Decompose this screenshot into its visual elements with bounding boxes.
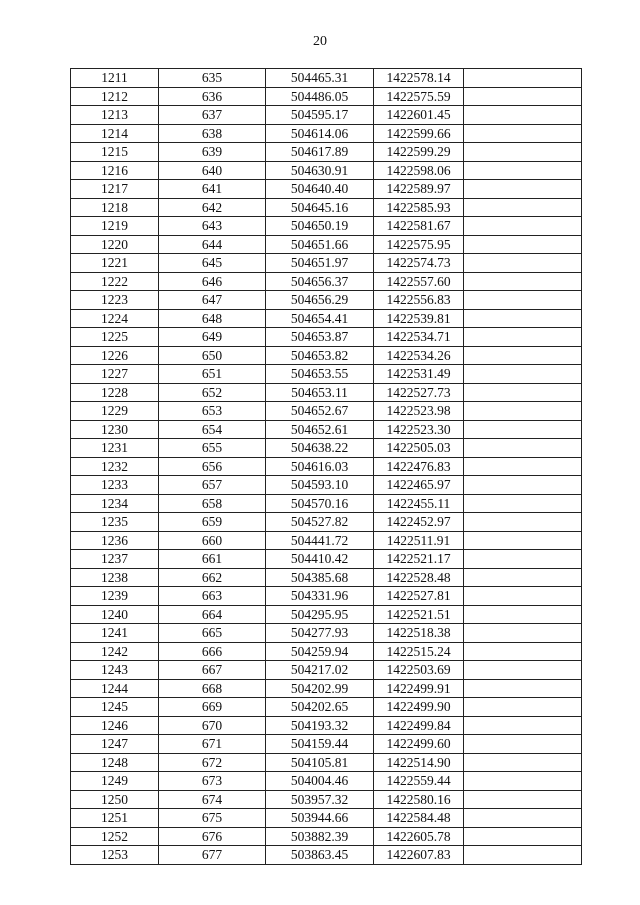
y-coordinate-cell: 1422521.17 <box>374 550 464 569</box>
vertex-number-cell: 646 <box>159 272 266 291</box>
point-number-cell: 1224 <box>71 309 159 328</box>
table-row <box>71 143 582 162</box>
x-coordinate-cell: 504653.82 <box>266 346 374 365</box>
y-coordinate-cell: 1422527.73 <box>374 383 464 402</box>
point-number-cell: 1222 <box>71 272 159 291</box>
blank-cell <box>464 309 582 328</box>
table-row <box>71 846 582 865</box>
point-number-cell: 1220 <box>71 235 159 254</box>
point-number-cell: 1217 <box>71 180 159 199</box>
x-coordinate-cell: 504295.95 <box>266 605 374 624</box>
blank-cell <box>464 124 582 143</box>
blank-cell <box>464 161 582 180</box>
point-number-cell: 1245 <box>71 698 159 717</box>
x-coordinate-cell: 504570.16 <box>266 494 374 513</box>
vertex-number-cell: 669 <box>159 698 266 717</box>
vertex-number-cell: 648 <box>159 309 266 328</box>
y-coordinate-cell: 1422557.60 <box>374 272 464 291</box>
blank-cell <box>464 846 582 865</box>
vertex-number-cell: 643 <box>159 217 266 236</box>
table-row <box>71 383 582 402</box>
table-row <box>71 494 582 513</box>
y-coordinate-cell: 1422465.97 <box>374 476 464 495</box>
blank-cell <box>464 143 582 162</box>
y-coordinate-cell: 1422476.83 <box>374 457 464 476</box>
point-number-cell: 1253 <box>71 846 159 865</box>
blank-cell <box>464 402 582 421</box>
vertex-number-cell: 641 <box>159 180 266 199</box>
x-coordinate-cell: 504202.65 <box>266 698 374 717</box>
x-coordinate-cell: 504651.66 <box>266 235 374 254</box>
y-coordinate-cell: 1422607.83 <box>374 846 464 865</box>
vertex-number-cell: 639 <box>159 143 266 162</box>
table-row <box>71 328 582 347</box>
point-number-cell: 1247 <box>71 735 159 754</box>
y-coordinate-cell: 1422581.67 <box>374 217 464 236</box>
point-number-cell: 1251 <box>71 809 159 828</box>
table-row <box>71 605 582 624</box>
vertex-number-cell: 635 <box>159 69 266 88</box>
x-coordinate-cell: 504004.46 <box>266 772 374 791</box>
vertex-number-cell: 677 <box>159 846 266 865</box>
x-coordinate-cell: 504654.41 <box>266 309 374 328</box>
blank-cell <box>464 513 582 532</box>
x-coordinate-cell: 504193.32 <box>266 716 374 735</box>
vertex-number-cell: 675 <box>159 809 266 828</box>
blank-cell <box>464 494 582 513</box>
vertex-number-cell: 647 <box>159 291 266 310</box>
blank-cell <box>464 217 582 236</box>
x-coordinate-cell: 504630.91 <box>266 161 374 180</box>
blank-cell <box>464 716 582 735</box>
table-row <box>71 161 582 180</box>
blank-cell <box>464 254 582 273</box>
table-row <box>71 698 582 717</box>
vertex-number-cell: 666 <box>159 642 266 661</box>
x-coordinate-cell: 504653.87 <box>266 328 374 347</box>
point-number-cell: 1244 <box>71 679 159 698</box>
point-number-cell: 1214 <box>71 124 159 143</box>
point-number-cell: 1211 <box>71 69 159 88</box>
table-row <box>71 827 582 846</box>
blank-cell <box>464 679 582 698</box>
point-number-cell: 1225 <box>71 328 159 347</box>
blank-cell <box>464 346 582 365</box>
table-row <box>71 365 582 384</box>
vertex-number-cell: 671 <box>159 735 266 754</box>
vertex-number-cell: 642 <box>159 198 266 217</box>
x-coordinate-cell: 503863.45 <box>266 846 374 865</box>
blank-cell <box>464 605 582 624</box>
vertex-number-cell: 638 <box>159 124 266 143</box>
point-number-cell: 1212 <box>71 87 159 106</box>
vertex-number-cell: 640 <box>159 161 266 180</box>
table-row <box>71 198 582 217</box>
table-row <box>71 254 582 273</box>
blank-cell <box>464 568 582 587</box>
point-number-cell: 1229 <box>71 402 159 421</box>
vertex-number-cell: 658 <box>159 494 266 513</box>
blank-cell <box>464 790 582 809</box>
table-row <box>71 531 582 550</box>
blank-cell <box>464 69 582 88</box>
x-coordinate-cell: 504277.93 <box>266 624 374 643</box>
y-coordinate-cell: 1422605.78 <box>374 827 464 846</box>
y-coordinate-cell: 1422580.16 <box>374 790 464 809</box>
y-coordinate-cell: 1422523.30 <box>374 420 464 439</box>
point-number-cell: 1239 <box>71 587 159 606</box>
table-row <box>71 513 582 532</box>
vertex-number-cell: 676 <box>159 827 266 846</box>
vertex-number-cell: 654 <box>159 420 266 439</box>
table-row <box>71 106 582 125</box>
blank-cell <box>464 383 582 402</box>
table-row <box>71 291 582 310</box>
blank-cell <box>464 476 582 495</box>
point-number-cell: 1252 <box>71 827 159 846</box>
vertex-number-cell: 652 <box>159 383 266 402</box>
vertex-number-cell: 657 <box>159 476 266 495</box>
point-number-cell: 1227 <box>71 365 159 384</box>
y-coordinate-cell: 1422499.91 <box>374 679 464 698</box>
vertex-number-cell: 674 <box>159 790 266 809</box>
table-row <box>71 661 582 680</box>
blank-cell <box>464 180 582 199</box>
y-coordinate-cell: 1422559.44 <box>374 772 464 791</box>
vertex-number-cell: 649 <box>159 328 266 347</box>
point-number-cell: 1216 <box>71 161 159 180</box>
point-number-cell: 1243 <box>71 661 159 680</box>
table-row <box>71 716 582 735</box>
table-row <box>71 309 582 328</box>
table-row <box>71 346 582 365</box>
point-number-cell: 1213 <box>71 106 159 125</box>
y-coordinate-cell: 1422598.06 <box>374 161 464 180</box>
y-coordinate-cell: 1422515.24 <box>374 642 464 661</box>
x-coordinate-cell: 504653.11 <box>266 383 374 402</box>
vertex-number-cell: 651 <box>159 365 266 384</box>
blank-cell <box>464 531 582 550</box>
table-row <box>71 235 582 254</box>
vertex-number-cell: 672 <box>159 753 266 772</box>
y-coordinate-cell: 1422578.14 <box>374 69 464 88</box>
x-coordinate-cell: 504645.16 <box>266 198 374 217</box>
blank-cell <box>464 106 582 125</box>
x-coordinate-cell: 504652.61 <box>266 420 374 439</box>
blank-cell <box>464 365 582 384</box>
y-coordinate-cell: 1422455.11 <box>374 494 464 513</box>
vertex-number-cell: 656 <box>159 457 266 476</box>
blank-cell <box>464 753 582 772</box>
x-coordinate-cell: 504331.96 <box>266 587 374 606</box>
y-coordinate-cell: 1422601.45 <box>374 106 464 125</box>
blank-cell <box>464 661 582 680</box>
x-coordinate-cell: 504614.06 <box>266 124 374 143</box>
x-coordinate-cell: 504656.29 <box>266 291 374 310</box>
blank-cell <box>464 457 582 476</box>
vertex-number-cell: 659 <box>159 513 266 532</box>
table-row <box>71 809 582 828</box>
vertex-number-cell: 650 <box>159 346 266 365</box>
y-coordinate-cell: 1422499.84 <box>374 716 464 735</box>
blank-cell <box>464 235 582 254</box>
x-coordinate-cell: 504441.72 <box>266 531 374 550</box>
x-coordinate-cell: 504217.02 <box>266 661 374 680</box>
point-number-cell: 1250 <box>71 790 159 809</box>
table-body <box>71 69 582 865</box>
y-coordinate-cell: 1422575.59 <box>374 87 464 106</box>
table-row <box>71 272 582 291</box>
table-row <box>71 587 582 606</box>
x-coordinate-cell: 504595.17 <box>266 106 374 125</box>
y-coordinate-cell: 1422514.90 <box>374 753 464 772</box>
y-coordinate-cell: 1422585.93 <box>374 198 464 217</box>
page-number: 20 <box>313 34 327 49</box>
blank-cell <box>464 420 582 439</box>
x-coordinate-cell: 504410.42 <box>266 550 374 569</box>
y-coordinate-cell: 1422575.95 <box>374 235 464 254</box>
blank-cell <box>464 272 582 291</box>
blank-cell <box>464 550 582 569</box>
x-coordinate-cell: 504527.82 <box>266 513 374 532</box>
y-coordinate-cell: 1422503.69 <box>374 661 464 680</box>
vertex-number-cell: 637 <box>159 106 266 125</box>
table-row <box>71 753 582 772</box>
table-row <box>71 735 582 754</box>
y-coordinate-cell: 1422523.98 <box>374 402 464 421</box>
x-coordinate-cell: 504651.97 <box>266 254 374 273</box>
blank-cell <box>464 198 582 217</box>
x-coordinate-cell: 504465.31 <box>266 69 374 88</box>
y-coordinate-cell: 1422599.66 <box>374 124 464 143</box>
x-coordinate-cell: 504385.68 <box>266 568 374 587</box>
vertex-number-cell: 645 <box>159 254 266 273</box>
y-coordinate-cell: 1422499.60 <box>374 735 464 754</box>
blank-cell <box>464 642 582 661</box>
point-number-cell: 1226 <box>71 346 159 365</box>
vertex-number-cell: 665 <box>159 624 266 643</box>
table-row <box>71 439 582 458</box>
y-coordinate-cell: 1422556.83 <box>374 291 464 310</box>
x-coordinate-cell: 504653.55 <box>266 365 374 384</box>
table-row <box>71 87 582 106</box>
x-coordinate-cell: 504652.67 <box>266 402 374 421</box>
blank-cell <box>464 328 582 347</box>
blank-cell <box>464 291 582 310</box>
x-coordinate-cell: 504640.40 <box>266 180 374 199</box>
y-coordinate-cell: 1422505.03 <box>374 439 464 458</box>
y-coordinate-cell: 1422539.81 <box>374 309 464 328</box>
point-number-cell: 1223 <box>71 291 159 310</box>
table-row <box>71 476 582 495</box>
x-coordinate-cell: 504650.19 <box>266 217 374 236</box>
x-coordinate-cell: 503944.66 <box>266 809 374 828</box>
blank-cell <box>464 624 582 643</box>
point-number-cell: 1233 <box>71 476 159 495</box>
y-coordinate-cell: 1422518.38 <box>374 624 464 643</box>
y-coordinate-cell: 1422574.73 <box>374 254 464 273</box>
table-row <box>71 69 582 88</box>
point-number-cell: 1241 <box>71 624 159 643</box>
vertex-number-cell: 661 <box>159 550 266 569</box>
x-coordinate-cell: 504105.81 <box>266 753 374 772</box>
blank-cell <box>464 587 582 606</box>
vertex-number-cell: 664 <box>159 605 266 624</box>
point-number-cell: 1248 <box>71 753 159 772</box>
point-number-cell: 1240 <box>71 605 159 624</box>
point-number-cell: 1231 <box>71 439 159 458</box>
y-coordinate-cell: 1422599.29 <box>374 143 464 162</box>
table-row <box>71 217 582 236</box>
blank-cell <box>464 735 582 754</box>
y-coordinate-cell: 1422521.51 <box>374 605 464 624</box>
y-coordinate-cell: 1422452.97 <box>374 513 464 532</box>
vertex-number-cell: 667 <box>159 661 266 680</box>
vertex-number-cell: 670 <box>159 716 266 735</box>
x-coordinate-cell: 504617.89 <box>266 143 374 162</box>
vertex-number-cell: 662 <box>159 568 266 587</box>
x-coordinate-cell: 504638.22 <box>266 439 374 458</box>
point-number-cell: 1234 <box>71 494 159 513</box>
point-number-cell: 1219 <box>71 217 159 236</box>
x-coordinate-cell: 504486.05 <box>266 87 374 106</box>
vertex-number-cell: 668 <box>159 679 266 698</box>
vertex-number-cell: 655 <box>159 439 266 458</box>
table-row <box>71 402 582 421</box>
blank-cell <box>464 87 582 106</box>
vertex-number-cell: 636 <box>159 87 266 106</box>
point-number-cell: 1242 <box>71 642 159 661</box>
table-row <box>71 679 582 698</box>
y-coordinate-cell: 1422499.90 <box>374 698 464 717</box>
y-coordinate-cell: 1422589.97 <box>374 180 464 199</box>
blank-cell <box>464 439 582 458</box>
vertex-number-cell: 663 <box>159 587 266 606</box>
point-number-cell: 1249 <box>71 772 159 791</box>
y-coordinate-cell: 1422527.81 <box>374 587 464 606</box>
x-coordinate-cell: 504259.94 <box>266 642 374 661</box>
table-row <box>71 457 582 476</box>
point-number-cell: 1228 <box>71 383 159 402</box>
table-row <box>71 790 582 809</box>
coordinates-table <box>70 68 582 865</box>
y-coordinate-cell: 1422584.48 <box>374 809 464 828</box>
point-number-cell: 1238 <box>71 568 159 587</box>
table-row <box>71 180 582 199</box>
vertex-number-cell: 673 <box>159 772 266 791</box>
x-coordinate-cell: 504202.99 <box>266 679 374 698</box>
table-row <box>71 624 582 643</box>
table-row <box>71 772 582 791</box>
y-coordinate-cell: 1422528.48 <box>374 568 464 587</box>
blank-cell <box>464 698 582 717</box>
point-number-cell: 1235 <box>71 513 159 532</box>
point-number-cell: 1236 <box>71 531 159 550</box>
point-number-cell: 1237 <box>71 550 159 569</box>
x-coordinate-cell: 503957.32 <box>266 790 374 809</box>
vertex-number-cell: 660 <box>159 531 266 550</box>
point-number-cell: 1221 <box>71 254 159 273</box>
blank-cell <box>464 809 582 828</box>
y-coordinate-cell: 1422511.91 <box>374 531 464 550</box>
blank-cell <box>464 772 582 791</box>
x-coordinate-cell: 504616.03 <box>266 457 374 476</box>
table-row <box>71 420 582 439</box>
point-number-cell: 1215 <box>71 143 159 162</box>
y-coordinate-cell: 1422531.49 <box>374 365 464 384</box>
vertex-number-cell: 644 <box>159 235 266 254</box>
table-row <box>71 550 582 569</box>
point-number-cell: 1230 <box>71 420 159 439</box>
y-coordinate-cell: 1422534.26 <box>374 346 464 365</box>
y-coordinate-cell: 1422534.71 <box>374 328 464 347</box>
x-coordinate-cell: 504159.44 <box>266 735 374 754</box>
table-row <box>71 642 582 661</box>
vertex-number-cell: 653 <box>159 402 266 421</box>
table-row <box>71 568 582 587</box>
blank-cell <box>464 827 582 846</box>
x-coordinate-cell: 504656.37 <box>266 272 374 291</box>
point-number-cell: 1232 <box>71 457 159 476</box>
table-row <box>71 124 582 143</box>
point-number-cell: 1246 <box>71 716 159 735</box>
x-coordinate-cell: 503882.39 <box>266 827 374 846</box>
x-coordinate-cell: 504593.10 <box>266 476 374 495</box>
point-number-cell: 1218 <box>71 198 159 217</box>
